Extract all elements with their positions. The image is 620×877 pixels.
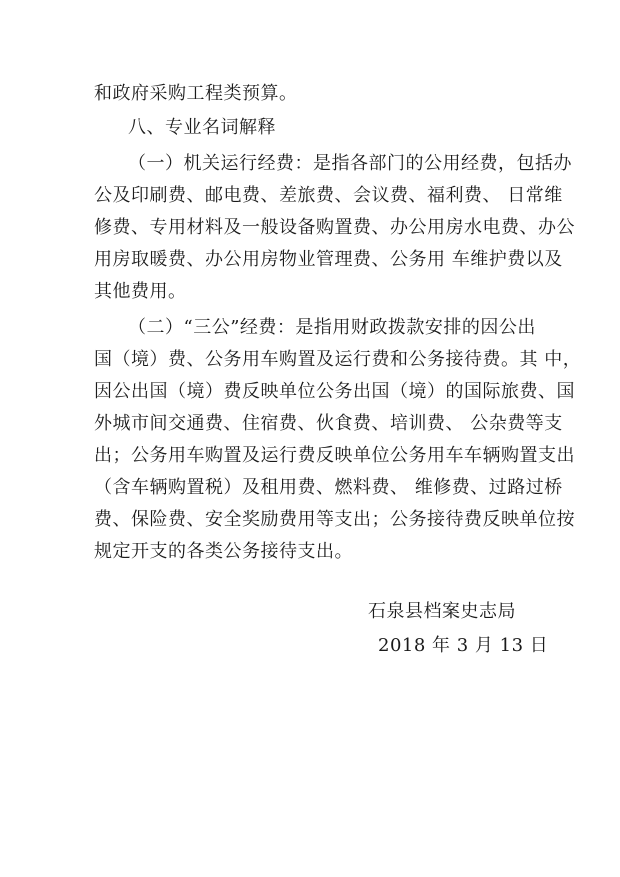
continuation-line: 和政府采购工程类预算。 [94, 83, 298, 104]
item2-line-3: 因公出国（境）费反映单位公务出国（境）的国际旅费、国 [94, 381, 575, 402]
item2-line-7: 费、保险费、安全奖励费用等支出；公务接待费反映单位按 [94, 509, 575, 530]
item1-line-2: 公及印刷费、邮电费、差旅费、会议费、福利费、 日常维 [94, 185, 563, 206]
signature-organization: 石泉县档案史志局 [368, 601, 516, 622]
item2-line-4: 外城市间交通费、住宿费、伙食费、培训费、 公杂费等支 [94, 413, 563, 434]
signature-date: 2018 年 3 月 13 日 [378, 635, 549, 656]
item1-line-3: 修费、专用材料及一般设备购置费、办公用房水电费、办公 [94, 217, 575, 238]
item1-line-5: 其他费用。 [94, 281, 187, 302]
item2-line-1: （二）“三公”经费：是指用财政拨款安排的因公出 [128, 317, 536, 338]
item2-line-5: 出；公务用车购置及运行费反映单位公务用车车辆购置支出 [94, 445, 575, 466]
item2-line-6: （含车辆购置税）及租用费、燃料费、 维修费、过路过桥 [94, 477, 563, 498]
item1-line-1: （一）机关运行经费：是指各部门的公用经费，包括办 [128, 153, 572, 174]
section-heading: 八、专业名词解释 [128, 117, 276, 138]
item1-line-4: 用房取暖费、办公用房物业管理费、公务用 车维护费以及 [94, 249, 563, 270]
item2-line-8: 规定开支的各类公务接待支出。 [94, 541, 353, 562]
item2-line-2: 国（境）费、公务用车购置及运行费和公务接待费。其 中， [94, 349, 582, 370]
